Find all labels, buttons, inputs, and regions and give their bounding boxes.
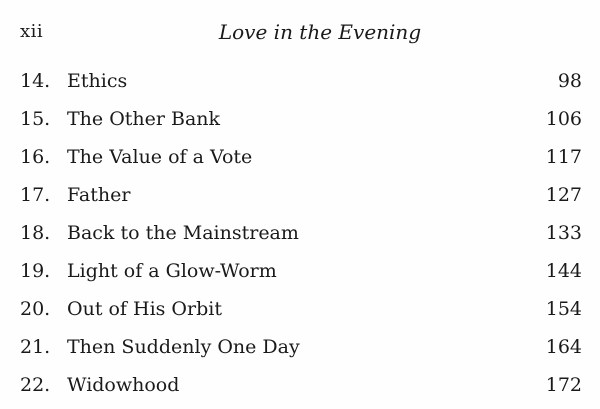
toc-entry (20, 371, 582, 409)
chapter-title: The Other Bank (67, 108, 221, 130)
toc-entry (20, 67, 582, 105)
toc-entry (20, 143, 582, 181)
chapter-page-number: 106 (545, 108, 582, 130)
toc-entry (20, 295, 582, 333)
chapter-number: 14. (20, 70, 51, 92)
chapter-page-number: 144 (545, 260, 582, 282)
chapter-page-number: 117 (545, 146, 582, 168)
chapter-page-number: 127 (545, 184, 582, 206)
chapter-page-number: 164 (545, 336, 582, 358)
chapter-title: Widowhood (67, 374, 180, 396)
chapter-number: 18. (20, 222, 51, 244)
chapter-title: Back to the Mainstream (67, 222, 299, 244)
page-number: xii (20, 21, 44, 42)
book-title: Love in the Evening (218, 20, 422, 44)
chapter-title: Out of His Orbit (67, 298, 222, 320)
chapter-number: 20. (20, 298, 51, 320)
chapter-page-number: 133 (545, 222, 582, 244)
chapter-page-number: 98 (557, 70, 582, 92)
chapter-number: 17. (20, 184, 51, 206)
table-of-contents (20, 67, 582, 409)
running-header (20, 18, 580, 46)
chapter-title: The Value of a Vote (67, 146, 253, 168)
chapter-number: 22. (20, 374, 51, 396)
chapter-number: 21. (20, 336, 51, 358)
chapter-page-number: 172 (545, 374, 582, 396)
chapter-title: Ethics (67, 70, 128, 92)
toc-entry (20, 181, 582, 219)
toc-entry (20, 257, 582, 295)
toc-entry (20, 333, 582, 371)
chapter-number: 16. (20, 146, 51, 168)
chapter-page-number: 154 (545, 298, 582, 320)
toc-entry (20, 219, 582, 257)
chapter-number: 19. (20, 260, 51, 282)
chapter-title: Father (67, 184, 131, 206)
toc-entry (20, 105, 582, 143)
chapter-title: Then Suddenly One Day (67, 336, 300, 358)
chapter-title: Light of a Glow-Worm (67, 260, 277, 282)
chapter-number: 15. (20, 108, 51, 130)
